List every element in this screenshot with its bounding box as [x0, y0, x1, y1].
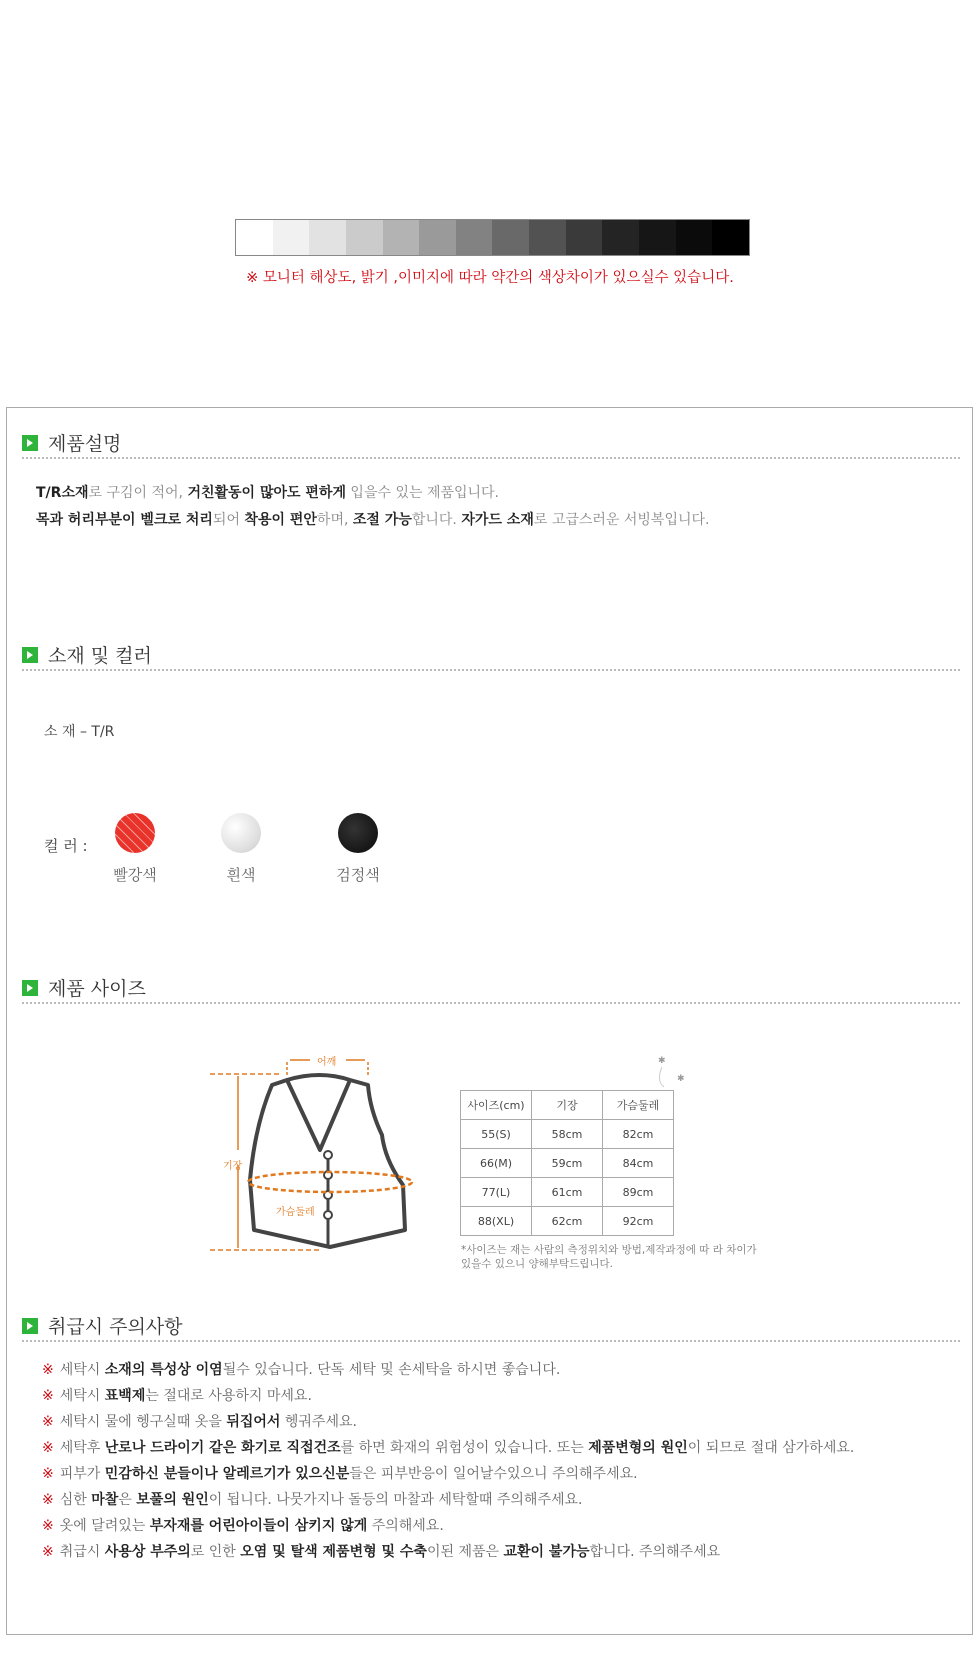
section-label: 소재 및 컬러 — [48, 645, 152, 667]
table-row — [461, 1120, 674, 1149]
section-description-title — [22, 429, 121, 456]
care-item: ※ 세탁시 물에 헹구실때 옷을 뒤집어서 헹궈주세요. — [42, 1414, 357, 1430]
section-label: 제품설명 — [48, 433, 122, 455]
grayscale-step — [346, 220, 383, 255]
grayscale-step — [529, 220, 566, 255]
grayscale-step — [419, 220, 456, 255]
grayscale-step — [712, 220, 749, 255]
swatch-white — [221, 813, 261, 853]
care-item: ※ 세탁후 난로나 드라이기 같은 화기로 직접건조를 하면 화재의 위험성이 있습니다. 또는 제품변형의 원인이 되므로 절대 삼가하세요. — [42, 1440, 855, 1456]
table-row — [461, 1149, 674, 1178]
section-label: 제품 사이즈 — [48, 978, 146, 1000]
vest-diagram — [200, 1040, 420, 1255]
arrow-icon — [22, 435, 38, 451]
desc-line-1: T/R소재로 구김이 적어, 거친활동이 많아도 편하게 입을수 있는 제품입니다. — [36, 485, 500, 501]
table-cell: 61cm — [532, 1178, 603, 1207]
care-item: ※ 취급시 사용상 부주의로 인한 오염 및 탈색 제품변형 및 수축이된 제품은 교환이 불가능합니다. 주의해주세요 — [42, 1544, 721, 1560]
grayscale-step — [236, 220, 273, 255]
section-care-title — [22, 1312, 183, 1339]
color-notice: ※ 모니터 해상도, 밝기 ,이미지에 따라 약간의 색상차이가 있으실수 있습니다. — [246, 270, 734, 286]
arrow-icon — [22, 647, 38, 663]
material-label: 소 재 – T/R — [44, 724, 115, 740]
table-cell: 89cm — [603, 1178, 674, 1207]
arrow-icon — [22, 980, 38, 996]
table-header: 기장 — [532, 1091, 603, 1120]
grayscale-step — [566, 220, 603, 255]
section-size-title — [22, 974, 146, 1001]
table-cell: 92cm — [603, 1207, 674, 1236]
table-cell: 82cm — [603, 1120, 674, 1149]
color-label: 컬 러 : — [44, 837, 88, 855]
divider — [22, 457, 960, 459]
table-cell: 66(M) — [461, 1149, 532, 1178]
table-cell: 84cm — [603, 1149, 674, 1178]
grayscale-step — [492, 220, 529, 255]
care-item: ※ 세탁시 소재의 특성상 이염될수 있습니다. 단독 세탁 및 손세탁을 하시면 좋습니다. — [42, 1362, 561, 1378]
care-item: ※ 심한 마찰은 보풀의 원인이 됩니다. 나뭇가지나 돌등의 마찰과 세탁할때 주의해주세요. — [42, 1492, 583, 1508]
length-label: 기장 — [223, 1161, 243, 1172]
swatch-black — [338, 813, 378, 853]
table-cell: 59cm — [532, 1149, 603, 1178]
care-item: ※ 세탁시 표백제는 절대로 사용하지 마세요. — [42, 1388, 312, 1404]
care-item: ※ 피부가 민감하신 분들이나 알레르기가 있으신분들은 피부반응이 일어날수있으니 주의해주세요. — [42, 1466, 638, 1482]
divider — [22, 1002, 960, 1004]
grayscale-step — [602, 220, 639, 255]
table-row — [461, 1178, 674, 1207]
swatch-label-white: 흰색 — [226, 866, 256, 884]
chest-label: 가슴둘레 — [276, 1207, 315, 1218]
svg-text:✱: ✱ — [658, 1056, 666, 1066]
grayscale-bar — [235, 219, 750, 256]
sparkle-icon — [650, 1053, 690, 1089]
svg-text:✱: ✱ — [677, 1074, 685, 1084]
table-row — [461, 1207, 674, 1236]
care-item: ※ 옷에 달려있는 부자재를 어린아이들이 삼키지 않게 주의해세요. — [42, 1518, 444, 1534]
swatch-red — [115, 813, 155, 853]
section-label: 취급시 주의사항 — [48, 1316, 183, 1338]
grayscale-step — [309, 220, 346, 255]
desc-line-2: 목과 허리부분이 벨크로 처리되어 착용이 편안하며, 조절 가능합니다. 자가드 소재로 고급스러운 서빙복입니다. — [36, 512, 710, 528]
grayscale-step — [456, 220, 493, 255]
table-header: 가슴둘레 — [603, 1091, 674, 1120]
swatch-label-red: 빨강색 — [113, 866, 157, 884]
arrow-icon — [22, 1318, 38, 1334]
grayscale-step — [383, 220, 420, 255]
table-cell: 77(L) — [461, 1178, 532, 1207]
section-material-title — [22, 641, 152, 668]
table-header: 사이즈(cm) — [461, 1091, 532, 1120]
table-header-row — [461, 1091, 674, 1120]
size-table — [460, 1090, 674, 1236]
grayscale-step — [273, 220, 310, 255]
table-cell: 58cm — [532, 1120, 603, 1149]
shoulder-label: 어깨 — [317, 1057, 337, 1068]
grayscale-step — [676, 220, 713, 255]
table-cell: 88(XL) — [461, 1207, 532, 1236]
table-cell: 55(S) — [461, 1120, 532, 1149]
divider — [22, 669, 960, 671]
size-note: *사이즈는 재는 사람의 측정위치와 방법,제작과정에 따 라 차이가 있을수 있으니 양해부탁드립니다. — [461, 1244, 757, 1270]
swatch-label-black: 검정색 — [336, 866, 380, 884]
divider — [22, 1340, 960, 1342]
grayscale-step — [639, 220, 676, 255]
table-cell: 62cm — [532, 1207, 603, 1236]
